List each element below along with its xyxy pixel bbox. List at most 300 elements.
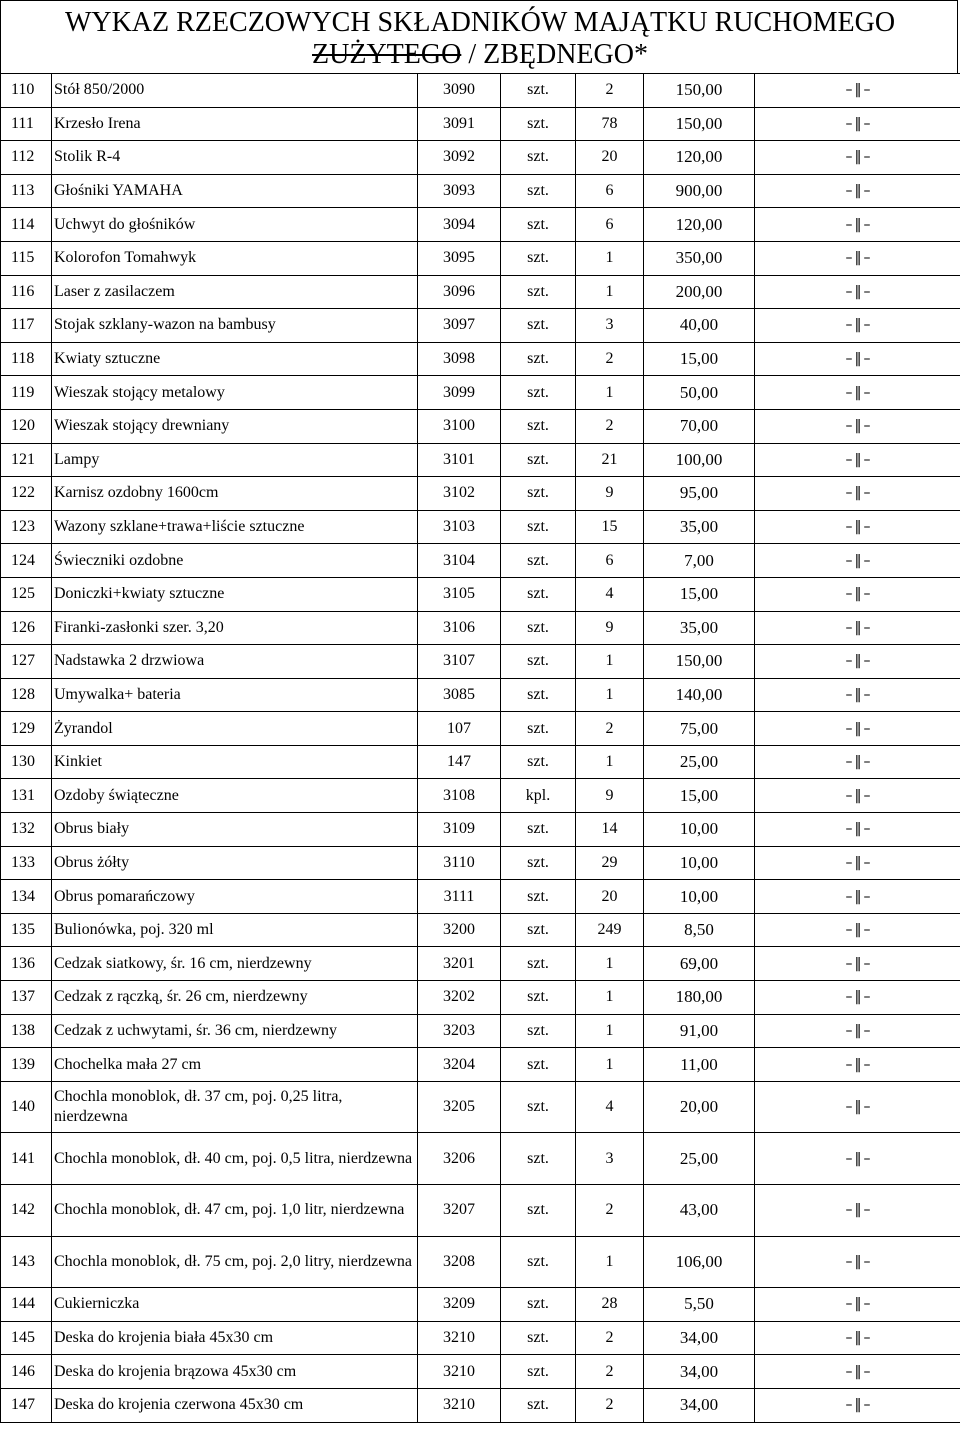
quantity-cell (576, 1288, 644, 1322)
unit-price: 150,00 (675, 80, 723, 100)
quantity-cell (576, 981, 644, 1015)
item-name-cell (52, 981, 418, 1015)
unit-price: 120,00 (675, 147, 723, 167)
inventory-number-cell (418, 376, 501, 410)
unit: szt. (527, 215, 549, 233)
ditto-mark: –‖– (845, 888, 873, 905)
unit-price: 140,00 (675, 684, 723, 704)
unit: szt. (527, 618, 549, 636)
row-number-cell (1, 1355, 52, 1389)
item-name-cell (52, 342, 418, 376)
ditto-mark: –‖– (845, 519, 873, 536)
row-number: 135 (11, 921, 35, 939)
item-name: Obrus pomarańczowy (54, 887, 195, 905)
unit-cell (501, 409, 576, 443)
inventory-number: 3207 (443, 1201, 475, 1219)
ditto-mark: –‖– (845, 1330, 873, 1347)
quantity: 21 (601, 450, 618, 468)
unit-cell (501, 208, 576, 242)
ditto-mark-cell (755, 1048, 960, 1082)
table-row (1, 443, 960, 477)
unit-price: 5,50 (684, 1294, 714, 1314)
unit-price: 10,00 (679, 852, 719, 872)
item-name-cell (52, 174, 418, 208)
unit-cell (501, 1048, 576, 1082)
table-row (1, 1014, 960, 1048)
ditto-mark: –‖– (845, 384, 873, 401)
row-number: 144 (11, 1295, 35, 1313)
row-number: 147 (11, 1396, 35, 1414)
quantity-cell (576, 309, 644, 343)
quantity: 1 (605, 282, 614, 300)
unit-price: 15,00 (679, 785, 719, 805)
item-name-cell (52, 309, 418, 343)
item-name-cell (52, 577, 418, 611)
unit: szt. (527, 249, 549, 267)
unit-price-cell (644, 1388, 755, 1422)
row-number: 128 (11, 685, 35, 703)
unit-price-cell (644, 880, 755, 914)
item-name: Deska do krojenia brązowa 45x30 cm (54, 1362, 297, 1380)
inventory-number: 3106 (443, 618, 475, 636)
quantity-cell (576, 1355, 644, 1389)
item-name: Cukierniczka (54, 1295, 140, 1313)
ditto-mark: –‖– (845, 922, 873, 939)
item-name: Chochla monoblok, dł. 37 cm, poj. 0,25 litra, nierdzewna (54, 1088, 343, 1126)
item-name-cell (52, 1014, 418, 1048)
ditto-mark: –‖– (845, 552, 873, 569)
unit-cell (501, 342, 576, 376)
inventory-number: 3107 (443, 652, 475, 670)
row-number-cell (1, 1048, 52, 1082)
item-name-cell (52, 813, 418, 847)
row-number-cell (1, 981, 52, 1015)
document-header (0, 0, 958, 73)
unit-cell (501, 813, 576, 847)
inventory-number-cell (418, 141, 501, 175)
unit-price: 35,00 (679, 517, 719, 537)
item-name: Krzesło Irena (54, 114, 141, 132)
table-row (1, 544, 960, 578)
unit-price: 25,00 (679, 1148, 719, 1168)
unit-price-cell (644, 477, 755, 511)
unit-price-cell (644, 846, 755, 880)
unit-price-cell (644, 1185, 755, 1237)
quantity-cell (576, 275, 644, 309)
unit: szt. (527, 484, 549, 502)
item-name: Firanki-zasłonki szer. 3,20 (54, 618, 224, 636)
quantity-cell (576, 376, 644, 410)
unit-cell (501, 846, 576, 880)
quantity: 20 (601, 887, 618, 905)
quantity: 9 (605, 786, 614, 804)
item-name: Kolorofon Tomahwyk (54, 249, 197, 267)
item-name: Chochelka mała 27 cm (54, 1055, 202, 1073)
ditto-mark-cell (755, 611, 960, 645)
inventory-number: 3210 (443, 1362, 475, 1380)
row-number: 126 (11, 618, 35, 636)
item-name-cell (52, 1321, 418, 1355)
unit-price: 200,00 (675, 281, 723, 301)
unit-cell (501, 309, 576, 343)
unit-price-cell (644, 947, 755, 981)
item-name: Kwiaty sztuczne (54, 350, 161, 368)
unit: szt. (527, 1329, 549, 1347)
item-name: Nadstawka 2 drzwiowa (54, 652, 205, 670)
inventory-number: 3100 (443, 417, 475, 435)
quantity: 2 (605, 719, 614, 737)
item-name-cell (52, 712, 418, 746)
quantity: 4 (605, 585, 614, 603)
inventory-number-cell (418, 577, 501, 611)
inventory-number-cell (418, 174, 501, 208)
table-row (1, 1321, 960, 1355)
ditto-mark: –‖– (845, 686, 873, 703)
item-name-cell (52, 1288, 418, 1322)
unit-cell (501, 645, 576, 679)
table-row (1, 208, 960, 242)
quantity-cell (576, 1321, 644, 1355)
table-row (1, 376, 960, 410)
ditto-mark-cell (755, 309, 960, 343)
item-name-cell (52, 544, 418, 578)
assets-table (0, 73, 960, 1423)
unit-price: 10,00 (679, 819, 719, 839)
unit-cell (501, 1133, 576, 1185)
item-name: Deska do krojenia biała 45x30 cm (54, 1329, 274, 1347)
item-name-cell (52, 1081, 418, 1133)
table-row (1, 409, 960, 443)
item-name: Chochla monoblok, dł. 75 cm, poj. 2,0 litry, nierdzewna (54, 1252, 413, 1270)
inventory-number: 3205 (443, 1098, 475, 1116)
unit-price: 35,00 (679, 617, 719, 637)
inventory-number: 3091 (443, 114, 475, 132)
inventory-number: 3092 (443, 148, 475, 166)
row-number-cell (1, 913, 52, 947)
row-number-cell (1, 712, 52, 746)
item-name-cell (52, 477, 418, 511)
inventory-number-cell (418, 275, 501, 309)
unit: szt. (527, 753, 549, 771)
unit-price-cell (644, 443, 755, 477)
unit: szt. (527, 282, 549, 300)
row-number: 118 (11, 350, 35, 368)
unit-cell (501, 74, 576, 108)
quantity-cell (576, 477, 644, 511)
ditto-mark-cell (755, 141, 960, 175)
unit-price: 40,00 (679, 315, 719, 335)
inventory-number-cell (418, 544, 501, 578)
unit-cell (501, 1288, 576, 1322)
ditto-mark-cell (755, 74, 960, 108)
inventory-number-cell (418, 1081, 501, 1133)
table-row (1, 1388, 960, 1422)
unit: szt. (527, 988, 549, 1006)
unit: szt. (527, 182, 549, 200)
quantity-cell (576, 1236, 644, 1288)
unit-cell (501, 745, 576, 779)
ditto-mark: –‖– (845, 653, 873, 670)
quantity-cell (576, 107, 644, 141)
row-number: 116 (11, 282, 35, 300)
unit-price: 50,00 (679, 382, 719, 402)
table-row (1, 577, 960, 611)
row-number-cell (1, 645, 52, 679)
title-rest: / ZBĘDNEGO* (461, 39, 648, 70)
quantity-cell (576, 846, 644, 880)
inventory-number: 3093 (443, 182, 475, 200)
ditto-mark: –‖– (845, 1202, 873, 1219)
item-name-cell (52, 376, 418, 410)
row-number: 119 (11, 383, 35, 401)
item-name-cell (52, 107, 418, 141)
unit-price-cell (644, 1288, 755, 1322)
unit-price-cell (644, 376, 755, 410)
row-number: 110 (11, 81, 35, 99)
quantity-cell (576, 813, 644, 847)
unit-cell (501, 376, 576, 410)
inventory-number-cell (418, 208, 501, 242)
row-number: 136 (11, 954, 35, 972)
table-row (1, 241, 960, 275)
item-name-cell (52, 846, 418, 880)
unit-cell (501, 477, 576, 511)
inventory-number: 3203 (443, 1021, 475, 1039)
quantity: 1 (605, 753, 614, 771)
row-number: 113 (11, 182, 35, 200)
table-row (1, 678, 960, 712)
inventory-number-cell (418, 510, 501, 544)
ditto-mark: –‖– (845, 115, 873, 132)
row-number: 145 (11, 1329, 35, 1347)
quantity: 1 (605, 1252, 614, 1270)
row-number-cell (1, 376, 52, 410)
row-number: 139 (11, 1055, 35, 1073)
inventory-number: 3109 (443, 820, 475, 838)
ditto-mark-cell (755, 779, 960, 813)
inventory-number-cell (418, 477, 501, 511)
item-name-cell (52, 275, 418, 309)
row-number-cell (1, 813, 52, 847)
unit: szt. (527, 887, 549, 905)
item-name-cell (52, 947, 418, 981)
unit: szt. (527, 148, 549, 166)
item-name: Obrus żółty (54, 853, 130, 871)
item-name-cell (52, 779, 418, 813)
table-row (1, 174, 960, 208)
ditto-mark: –‖– (845, 250, 873, 267)
quantity: 9 (605, 484, 614, 502)
row-number-cell (1, 477, 52, 511)
inventory-number: 3098 (443, 350, 475, 368)
inventory-number: 3096 (443, 282, 475, 300)
unit-price: 15,00 (679, 584, 719, 604)
table-row (1, 1355, 960, 1389)
row-number-cell (1, 174, 52, 208)
unit-cell (501, 107, 576, 141)
item-name: Cedzak z uchwytami, śr. 36 cm, nierdzewny (54, 1021, 338, 1039)
table-row (1, 1185, 960, 1237)
quantity: 1 (605, 383, 614, 401)
unit-price: 350,00 (675, 248, 723, 268)
ditto-mark: –‖– (845, 854, 873, 871)
unit: szt. (527, 820, 549, 838)
ditto-mark: –‖– (845, 821, 873, 838)
unit-price: 25,00 (679, 752, 719, 772)
unit-cell (501, 1185, 576, 1237)
unit-price: 180,00 (675, 987, 723, 1007)
unit-price-cell (644, 779, 755, 813)
table-row (1, 813, 960, 847)
unit: szt. (527, 518, 549, 536)
inventory-number-cell (418, 1014, 501, 1048)
row-number-cell (1, 1388, 52, 1422)
quantity: 6 (605, 182, 614, 200)
inventory-number-cell (418, 1133, 501, 1185)
quantity-cell (576, 577, 644, 611)
unit-cell (501, 981, 576, 1015)
unit-price-cell (644, 981, 755, 1015)
ditto-mark: –‖– (845, 955, 873, 972)
table-row (1, 1048, 960, 1082)
quantity: 1 (605, 954, 614, 972)
ditto-mark: –‖– (845, 451, 873, 468)
ditto-mark-cell (755, 981, 960, 1015)
item-name: Cedzak siatkowy, śr. 16 cm, nierdzewny (54, 954, 312, 972)
unit-cell (501, 712, 576, 746)
unit-cell (501, 141, 576, 175)
quantity-cell (576, 913, 644, 947)
unit: kpl. (525, 786, 551, 804)
unit: szt. (527, 1098, 549, 1116)
table-row (1, 913, 960, 947)
unit: szt. (527, 719, 549, 737)
unit: szt. (527, 81, 549, 99)
item-name-cell (52, 208, 418, 242)
ditto-mark: –‖– (845, 485, 873, 502)
ditto-mark-cell (755, 1321, 960, 1355)
unit-cell (501, 1355, 576, 1389)
ditto-mark: –‖– (845, 586, 873, 603)
row-number: 121 (11, 450, 35, 468)
row-number: 137 (11, 988, 35, 1006)
ditto-mark: –‖– (845, 216, 873, 233)
unit-price-cell (644, 712, 755, 746)
ditto-mark: –‖– (845, 1056, 873, 1073)
row-number-cell (1, 846, 52, 880)
ditto-mark-cell (755, 745, 960, 779)
unit-price-cell (644, 645, 755, 679)
row-number-cell (1, 275, 52, 309)
item-name: Wieszak stojący drewniany (54, 417, 230, 435)
ditto-mark-cell (755, 880, 960, 914)
inventory-number-cell (418, 1048, 501, 1082)
quantity: 4 (605, 1098, 614, 1116)
ditto-mark-cell (755, 376, 960, 410)
unit-price: 91,00 (679, 1020, 719, 1040)
inventory-number-cell (418, 443, 501, 477)
quantity-cell (576, 510, 644, 544)
inventory-number: 3102 (443, 484, 475, 502)
ditto-mark-cell (755, 510, 960, 544)
unit-price: 106,00 (675, 1251, 723, 1271)
unit: szt. (527, 853, 549, 871)
unit-price-cell (644, 241, 755, 275)
quantity: 2 (605, 1201, 614, 1219)
item-name: Uchwyt do głośników (54, 215, 196, 233)
quantity-cell (576, 1388, 644, 1422)
table-row (1, 1081, 960, 1133)
quantity-cell (576, 779, 644, 813)
item-name: Stojak szklany-wazon na bambusy (54, 316, 276, 334)
row-number-cell (1, 544, 52, 578)
item-name: Głośniki YAMAHA (54, 182, 183, 200)
unit-price: 15,00 (679, 349, 719, 369)
inventory-number-cell (418, 1288, 501, 1322)
quantity: 2 (605, 350, 614, 368)
quantity-cell (576, 611, 644, 645)
unit: szt. (527, 1201, 549, 1219)
quantity: 1 (605, 1021, 614, 1039)
inventory-number: 3201 (443, 954, 475, 972)
unit: szt. (527, 417, 549, 435)
row-number-cell (1, 880, 52, 914)
item-name: Obrus biały (54, 820, 130, 838)
unit: szt. (527, 316, 549, 334)
row-number-cell (1, 1288, 52, 1322)
ditto-mark-cell (755, 913, 960, 947)
quantity: 2 (605, 81, 614, 99)
inventory-number: 3209 (443, 1295, 475, 1313)
ditto-mark: –‖– (845, 1397, 873, 1414)
ditto-mark-cell (755, 1288, 960, 1322)
ditto-mark-cell (755, 712, 960, 746)
unit-cell (501, 678, 576, 712)
quantity-cell (576, 1133, 644, 1185)
quantity-cell (576, 1185, 644, 1237)
ditto-mark-cell (755, 645, 960, 679)
inventory-number-cell (418, 1321, 501, 1355)
ditto-mark: –‖– (845, 149, 873, 166)
row-number: 129 (11, 719, 35, 737)
quantity-cell (576, 342, 644, 376)
inventory-number: 3202 (443, 988, 475, 1006)
inventory-number: 3200 (443, 921, 475, 939)
inventory-number-cell (418, 241, 501, 275)
inventory-number-cell (418, 342, 501, 376)
title-struck-word: ZUŻYTEGO (312, 39, 462, 70)
inventory-number-cell (418, 1355, 501, 1389)
table-row (1, 981, 960, 1015)
item-name-cell (52, 645, 418, 679)
unit-price-cell (644, 275, 755, 309)
unit: szt. (527, 1362, 549, 1380)
unit-price: 7,00 (684, 550, 714, 570)
ditto-mark: –‖– (845, 1363, 873, 1380)
item-name: Laser z zasilaczem (54, 282, 175, 300)
ditto-mark: –‖– (845, 183, 873, 200)
inventory-number: 3210 (443, 1329, 475, 1347)
quantity: 1 (605, 685, 614, 703)
ditto-mark-cell (755, 443, 960, 477)
inventory-number-cell (418, 1388, 501, 1422)
unit-price: 150,00 (675, 113, 723, 133)
item-name: Lampy (54, 450, 100, 468)
unit-price-cell (644, 1355, 755, 1389)
table-row (1, 342, 960, 376)
unit-price-cell (644, 913, 755, 947)
row-number-cell (1, 309, 52, 343)
